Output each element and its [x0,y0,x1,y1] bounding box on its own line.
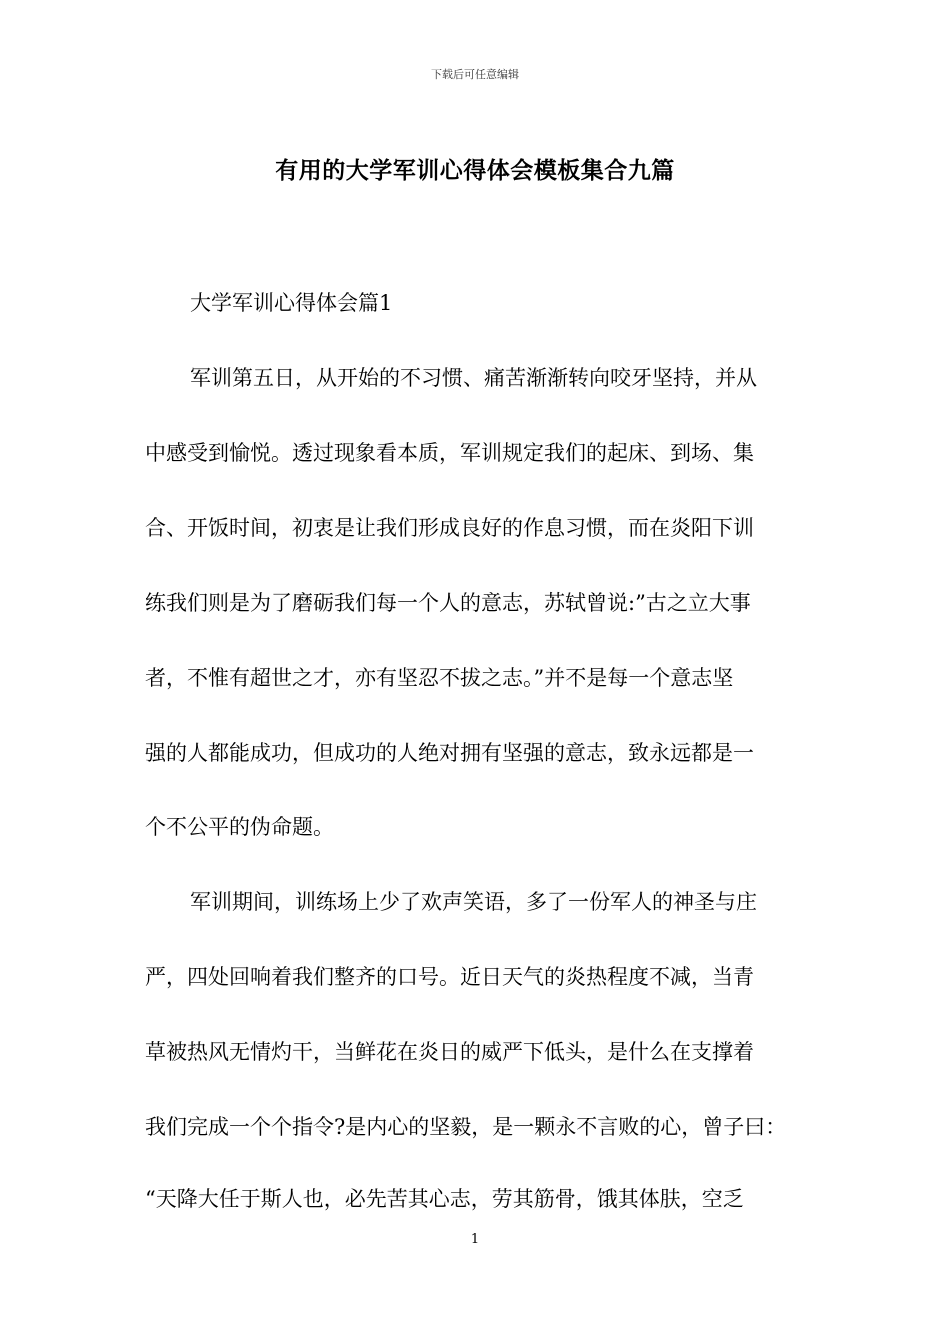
document-title: 有用的大学军训心得体会模板集合九篇 [275,158,675,184]
paragraph-line: 军训第五日，从开始的不习惯、痛苦渐渐转向咬牙坚持，并从 [190,366,757,390]
paragraph-line: 合、开饭时间，初衷是让我们形成良好的作息习惯，而在炎阳下训 [145,516,754,540]
paragraph-line: 中感受到愉悦。透过现象看本质，军训规定我们的起床、到场、集 [145,441,754,465]
paragraph-line: 严，四处回响着我们整齐的口号。近日天气的炎热程度不减，当青 [145,965,754,989]
section-heading: 大学军训心得体会篇1 [190,291,393,315]
page-number: 1 [470,1232,480,1247]
paragraph-line: 练我们则是为了磨砺我们每一个人的意志，苏轼曾说:”古之立大事 [145,591,751,615]
paragraph-line: 个不公平的伪命题。 [145,815,334,839]
paragraph-line: “天降大任于斯人也，必先苦其心志，劳其筋骨，饿其体肤，空乏 [145,1187,744,1211]
paragraph-line: 者，不惟有超世之才，亦有坚忍不拔之志。”并不是每一个意志坚 [145,666,734,690]
header-note: 下载后可任意编辑 [431,68,519,81]
paragraph-line: 我们完成一个个指令?是内心的坚毅，是一颗永不言败的心，曾子曰： [145,1115,787,1139]
paragraph-line: 草被热风无情灼干，当鲜花在炎日的威严下低头，是什么在支撑着 [145,1040,754,1064]
paragraph-line: 军训期间，训练场上少了欢声笑语，多了一份军人的神圣与庄 [190,890,757,914]
paragraph-line: 强的人都能成功，但成功的人绝对拥有坚强的意志，致永远都是一 [145,741,754,765]
